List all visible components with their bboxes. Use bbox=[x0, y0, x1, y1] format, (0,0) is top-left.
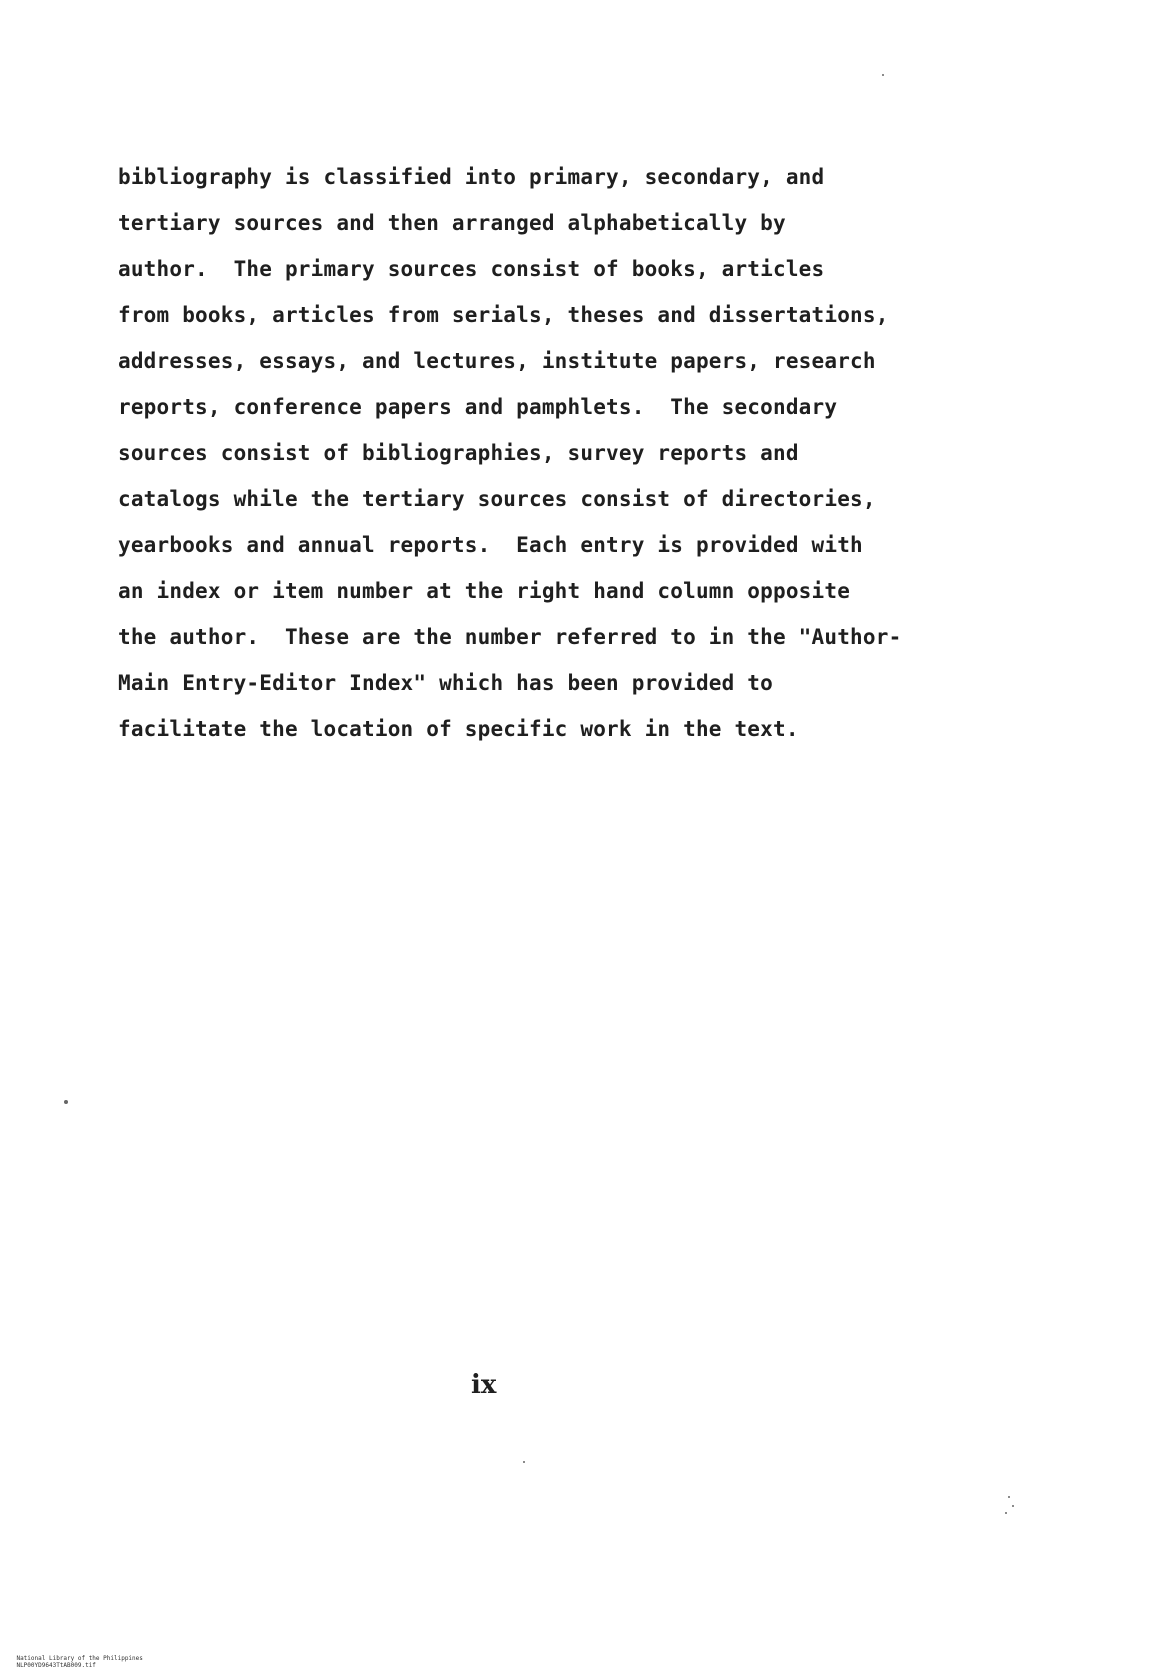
scan-speck bbox=[523, 1461, 525, 1463]
text-line: catalogs while the tertiary sources consist of directories, bbox=[118, 487, 876, 511]
scan-footer bbox=[2, 1648, 167, 1676]
scan-speck bbox=[64, 1100, 68, 1104]
text-line: reports, conference papers and pamphlets. The secondary bbox=[118, 395, 838, 419]
scan-speck bbox=[1008, 1496, 1010, 1498]
text-line: author. The primary sources consist of books, articles bbox=[118, 257, 825, 281]
text-line: yearbooks and annual reports. Each entry is provided with bbox=[118, 533, 863, 557]
footer-file: NLP00YD9643TtAB009.tif bbox=[16, 1662, 96, 1669]
scan-speck bbox=[1012, 1505, 1014, 1507]
page-number: ix bbox=[471, 1370, 497, 1400]
text-line: from books, articles from serials, theses and dissertations, bbox=[118, 303, 889, 327]
text-line: bibliography is classified into primary, secondary, and bbox=[118, 165, 825, 189]
scan-speck bbox=[882, 74, 884, 76]
text-line: the author. These are the number referred to in the "Author- bbox=[118, 625, 902, 649]
footer-library: National Library of the Philippines bbox=[16, 1655, 143, 1662]
text-line: tertiary sources and then arranged alphabetically by bbox=[118, 211, 786, 235]
text-line: an index or item number at the right hand column opposite bbox=[118, 579, 851, 603]
body-paragraph bbox=[118, 154, 1018, 752]
text-line: facilitate the location of specific work in the text. bbox=[118, 717, 799, 741]
text-line: sources consist of bibliographies, survey reports and bbox=[118, 441, 799, 465]
text-line: Main Entry-Editor Index" which has been provided to bbox=[118, 671, 773, 695]
text-line: addresses, essays, and lectures, institute papers, research bbox=[118, 349, 876, 373]
scan-speck bbox=[1005, 1512, 1007, 1514]
